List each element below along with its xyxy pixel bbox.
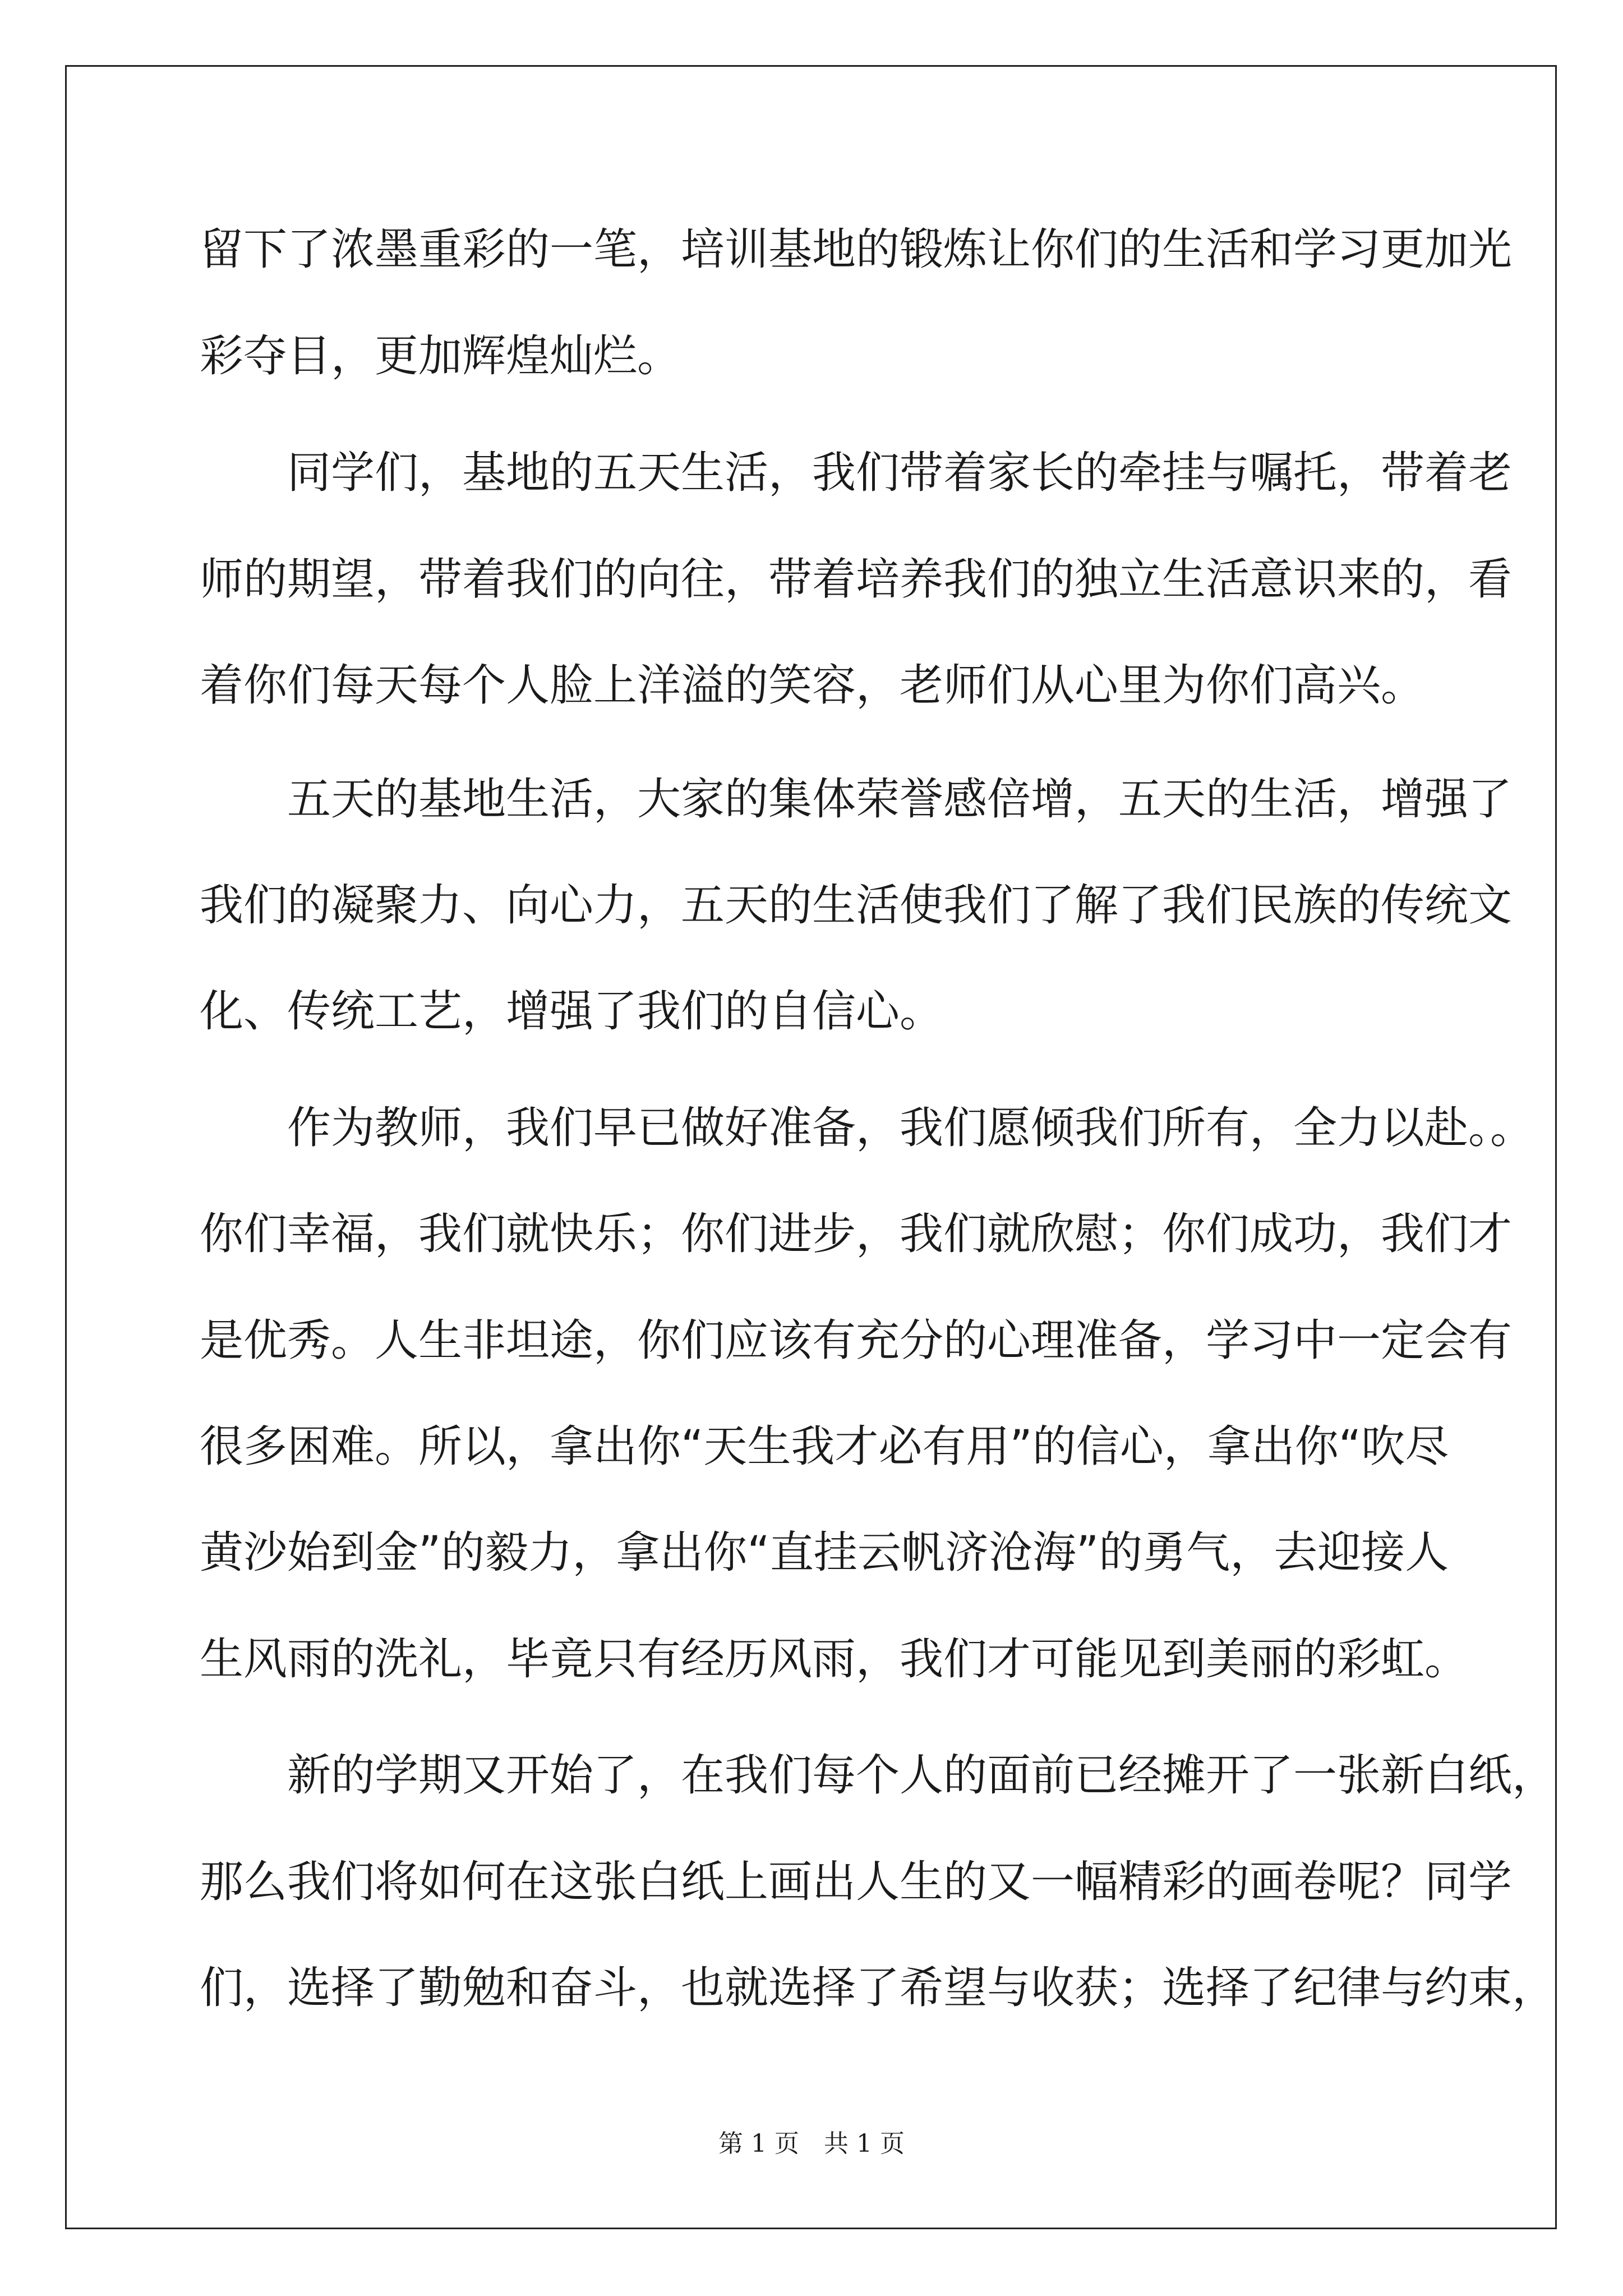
text-line: 留下了浓墨重彩的一笔，培训基地的锻炼让你们的生活和学习更加光 — [200, 224, 1513, 275]
text-line: 同学们，基地的五天生活，我们带着家长的牵挂与嘱托，带着老 — [200, 448, 1513, 498]
text-line: 黄沙始到金”的毅力，拿出你“直挂云帆济沧海”的勇气，去迎接人 — [200, 1527, 1449, 1578]
text-line: 我们的凝聚力、向心力，五天的生活使我们了解了我们民族的传统文 — [200, 880, 1513, 931]
text-line: 新的学期又开始了，在我们每个人的面前已经摊开了一张新白纸， — [200, 1750, 1556, 1801]
text-line: 化、传统工艺，增强了我们的自信心。 — [200, 986, 944, 1037]
text-line: 五天的基地生活，大家的集体荣誉感倍增，五天的生活，增强了 — [200, 774, 1513, 825]
text-line: 师的期望，带着我们的向往，带着培养我们的独立生活意识来的，看 — [200, 554, 1513, 605]
text-line: 彩夺目，更加辉煌灿烂。 — [200, 331, 681, 381]
text-line: 着你们每天每个人脸上洋溢的笑容，老师们从心里为你们高兴。 — [200, 660, 1425, 711]
text-line: 作为教师，我们早已做好准备，我们愿倾我们所有，全力以赴。。 — [200, 1103, 1534, 1153]
text-line: 你们幸福，我们就快乐；你们进步，我们就欣慰；你们成功，我们才 — [200, 1209, 1513, 1259]
text-line: 是优秀。人生非坦途，你们应该有充分的心理准备，学习中一定会有 — [200, 1315, 1513, 1366]
page-number-footer: 第 1 页 共 1 页 — [718, 2129, 905, 2158]
text-line: 很多困难。所以，拿出你“天生我才必有用”的信心，拿出你“吹尽 — [200, 1421, 1449, 1472]
text-line: 们，选择了勤勉和奋斗，也就选择了希望与收获；选择了纪律与约束， — [200, 1963, 1556, 2013]
text-line: 生风雨的洗礼，毕竟只有经历风雨，我们才可能见到美丽的彩虹。 — [200, 1634, 1469, 1685]
text-line: 那么我们将如何在这张白纸上画出人生的又一幅精彩的画卷呢？同学 — [200, 1857, 1513, 1907]
